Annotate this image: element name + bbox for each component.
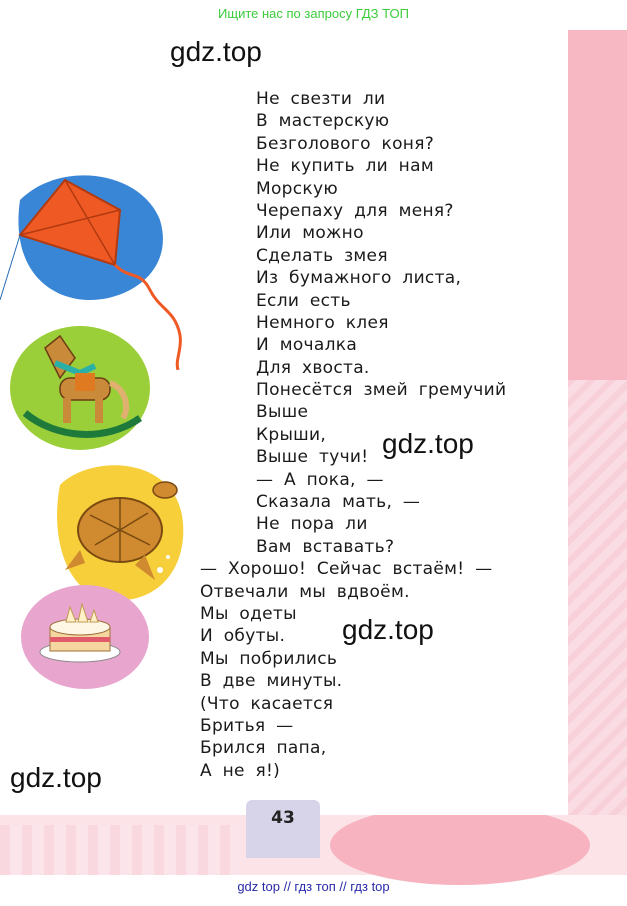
poem-line: Черепаху для меня? — [256, 200, 454, 221]
poem-line: Мы побрились — [200, 648, 338, 669]
poem-line: Выше — [256, 402, 309, 423]
poem-line: Вам вставать? — [256, 536, 395, 557]
bottom-arch — [330, 805, 590, 885]
watermark-2: gdz.top — [382, 428, 474, 459]
poem-line: Безголового коня? — [256, 133, 435, 154]
poem-line: И мочалка — [256, 335, 358, 356]
poem-line: Для хвоста. — [256, 357, 370, 378]
poem-line: Не свезти ли — [256, 89, 386, 109]
poem-line: А не я!) — [200, 760, 281, 781]
cake-illustration — [18, 582, 153, 692]
poem-line: Выше тучи! — [256, 447, 369, 468]
poem-line: В мастерскую — [256, 111, 390, 132]
poem-line: Морскую — [256, 178, 338, 199]
poem-line: Сделать змея — [256, 245, 388, 266]
poem-line: Не купить ли нам — [256, 156, 434, 177]
bottom-pattern — [0, 825, 240, 875]
watermark-3: gdz.top — [342, 614, 434, 645]
poem-line: В две минуты. — [200, 671, 343, 692]
poem-line: Понесётся змей гремучий — [256, 380, 507, 401]
poem-line: (Что касается — [200, 693, 334, 714]
rocking-horse-illustration — [5, 318, 155, 458]
poem-line: И обуты. — [200, 626, 286, 647]
page-number: 43 — [271, 808, 295, 828]
watermark-4: gdz.top — [10, 762, 102, 793]
poem-line: Немного клея — [256, 312, 389, 333]
poem-line: Бритья — — [200, 715, 294, 736]
poem-line: Не пора ли — [256, 514, 368, 535]
pink-pattern — [568, 380, 627, 820]
poem-line: Мы одеты — [200, 603, 297, 624]
poem-text — [200, 88, 560, 782]
watermark-1: gdz.top — [170, 36, 262, 67]
poem-line: Сказала мать, — — [256, 492, 421, 513]
poem-line: — Хорошо! Сейчас встаём! — — [200, 559, 493, 580]
poem-line: Крыши, — [256, 424, 327, 445]
poem-line: Если есть — [256, 290, 351, 311]
top-banner: Ищите нас по запросу ГДЗ ТОП — [218, 6, 409, 21]
poem-line: Отвечали мы вдвоём. — [200, 581, 410, 602]
poem-line: Брился папа, — [200, 738, 327, 759]
footer-links: gdz top // гдз топ // гдз top — [237, 879, 390, 894]
poem-line: Из бумажного листа, — [256, 268, 462, 289]
poem-line: — А пока, — — [256, 469, 384, 490]
poem-line: Или можно — [256, 223, 364, 244]
